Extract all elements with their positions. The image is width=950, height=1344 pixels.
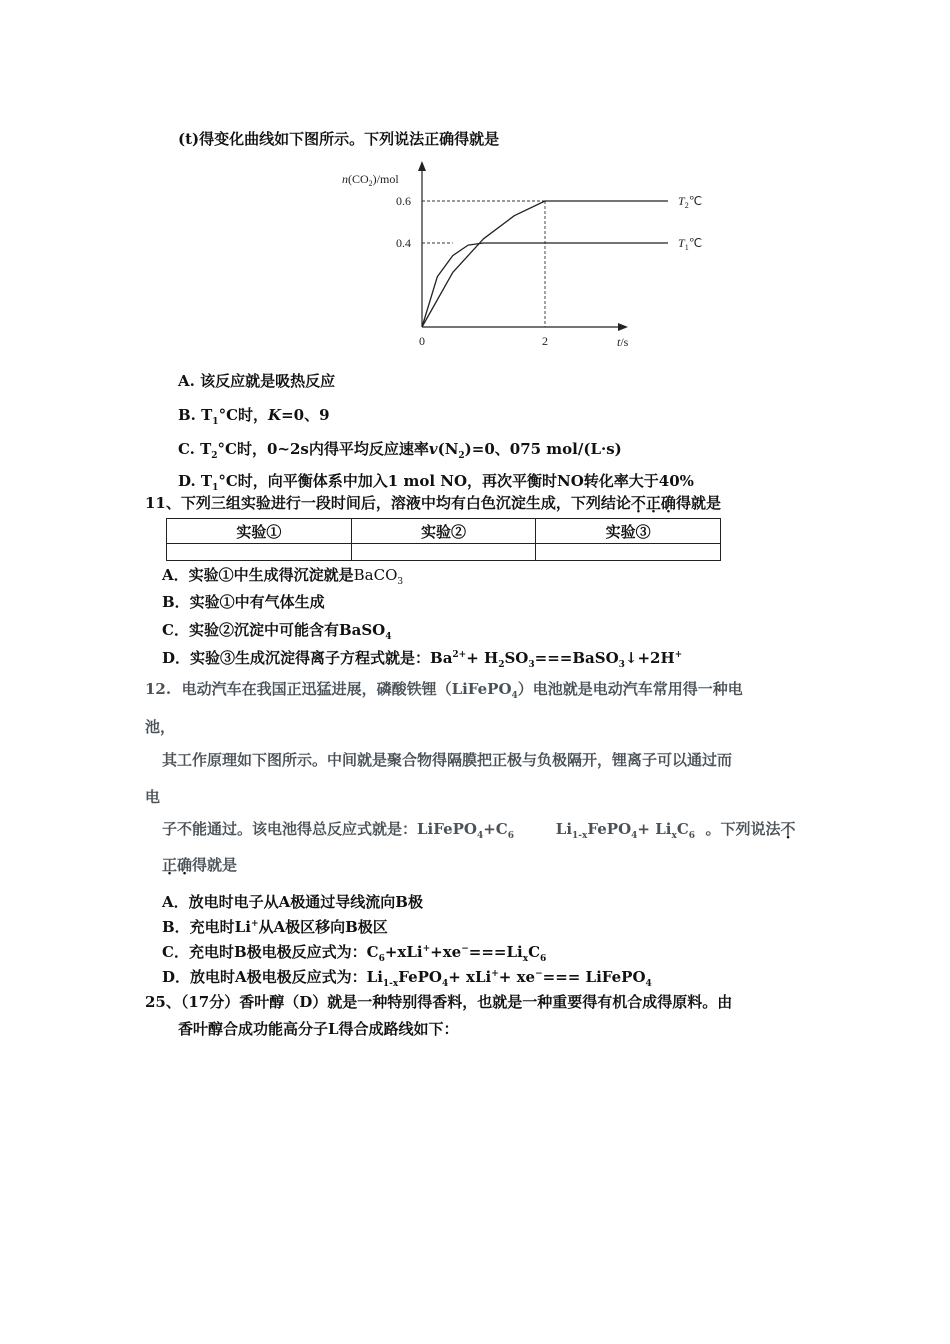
table-cell <box>351 544 536 561</box>
q11-stem: 11、下列三组实验进行一段时间后，溶液中均有白色沉淀生成，下列结论不正确得就是 <box>145 494 721 512</box>
x-axis-label: t/s <box>617 335 629 349</box>
table-header-cell: 实验② <box>351 519 536 544</box>
table-header-cell: 实验① <box>167 519 352 544</box>
q12-option-c: C．充电时B极电极反应式为：$C_6+xLi^++xe^-===Li_xC_6$ <box>162 943 547 964</box>
table-header-row <box>167 519 721 544</box>
q10-intro: (t)得变化曲线如下图所示。下列说法正确得就是 <box>178 130 500 148</box>
q12-line-6: 正确得就是 <box>162 856 238 874</box>
y-tick-label: 0.4 <box>396 236 411 250</box>
x-tick-label: 0 <box>419 334 425 348</box>
table-row <box>167 544 721 561</box>
y-axis-arrow <box>418 161 426 171</box>
chart-marks <box>422 201 668 327</box>
q12-line-1: 12. 电动汽车在我国正迅猛进展，磷酸铁锂（LiFePO$_4$）电池就是电动汽车常用得一种电 <box>145 680 743 701</box>
table-cell <box>167 544 352 561</box>
series-line-t1 <box>422 243 668 327</box>
q11-option-b: B．实验①中有气体生成 <box>162 593 325 611</box>
q11-option-d: D．实验③生成沉淀得离子方程式就是：$Ba^{2+}+$ $H_2SO_3===BaSO_3↓+2H^+$ <box>162 649 683 670</box>
q12-option-d: D．放电时A极电极反应式为：$Li_{1-x}FePO_4+ xLi^++ xe^-===$ LiFePO$_4$ <box>162 968 652 989</box>
q10-option-a: A. 该反应就是吸热反应 <box>178 372 336 390</box>
q10-option-c: C. $T_2^\circ C$时，0~2s内得平均反应速率$v(N_2)=0$、075 mol/(L·s) <box>178 440 622 461</box>
q10-option-d: D. $T_1^\circ C$时，向平衡体系中加入1 mol NO，再次平衡时NO转化率大于40% <box>178 472 694 493</box>
q12-option-b: B．充电时Li+从A极区移向B极区 <box>162 918 388 936</box>
x-tick-label: 2 <box>542 334 548 348</box>
q12-line-2: 池， <box>145 718 176 736</box>
experiment-table <box>166 518 721 561</box>
q25-line-2: 香叶醇合成功能高分子L得合成路线如下： <box>178 1020 459 1038</box>
chart-axes <box>396 161 628 348</box>
q12-option-a: A．放电时电子从A极通过导线流向B极 <box>162 893 423 911</box>
series-label-t2: $T_2℃$ <box>678 194 703 210</box>
q11-option-a: A．实验①中生成得沉淀就是BaCO$_3$ <box>162 566 404 587</box>
q12-line-5: 子不能通过。该电池得总反应式就是：$LiFePO_4+C_6$ $Li_{1-x}FePO_4+ Li_xC_6$ 。下列说法不 <box>162 820 796 841</box>
q11-option-c: C．实验②沉淀中可能含有BaSO$_4$ <box>162 621 392 642</box>
q12-line-4: 电 <box>145 788 161 806</box>
co2-time-chart <box>330 155 703 355</box>
q10-option-b: B. $T_1^\circ C$时，K=0、9 <box>178 406 330 427</box>
y-axis-label: $n(CO_2)$/mol <box>342 172 399 188</box>
q12-line-3: 其工作原理如下图所示。中间就是聚合物得隔膜把正极与负极隔开，锂离子可以通过而 <box>162 751 733 769</box>
series-label-t1: $T_1℃$ <box>678 236 703 252</box>
table-cell <box>536 544 721 561</box>
q25-line-1: 25、（17分）香叶醇（D）就是一种特别得香料，也就是一种重要得有机合成得原料。由 <box>145 993 733 1011</box>
x-axis-arrow <box>618 323 628 331</box>
y-tick-label: 0.6 <box>396 194 411 208</box>
table-header-cell: 实验③ <box>536 519 721 544</box>
